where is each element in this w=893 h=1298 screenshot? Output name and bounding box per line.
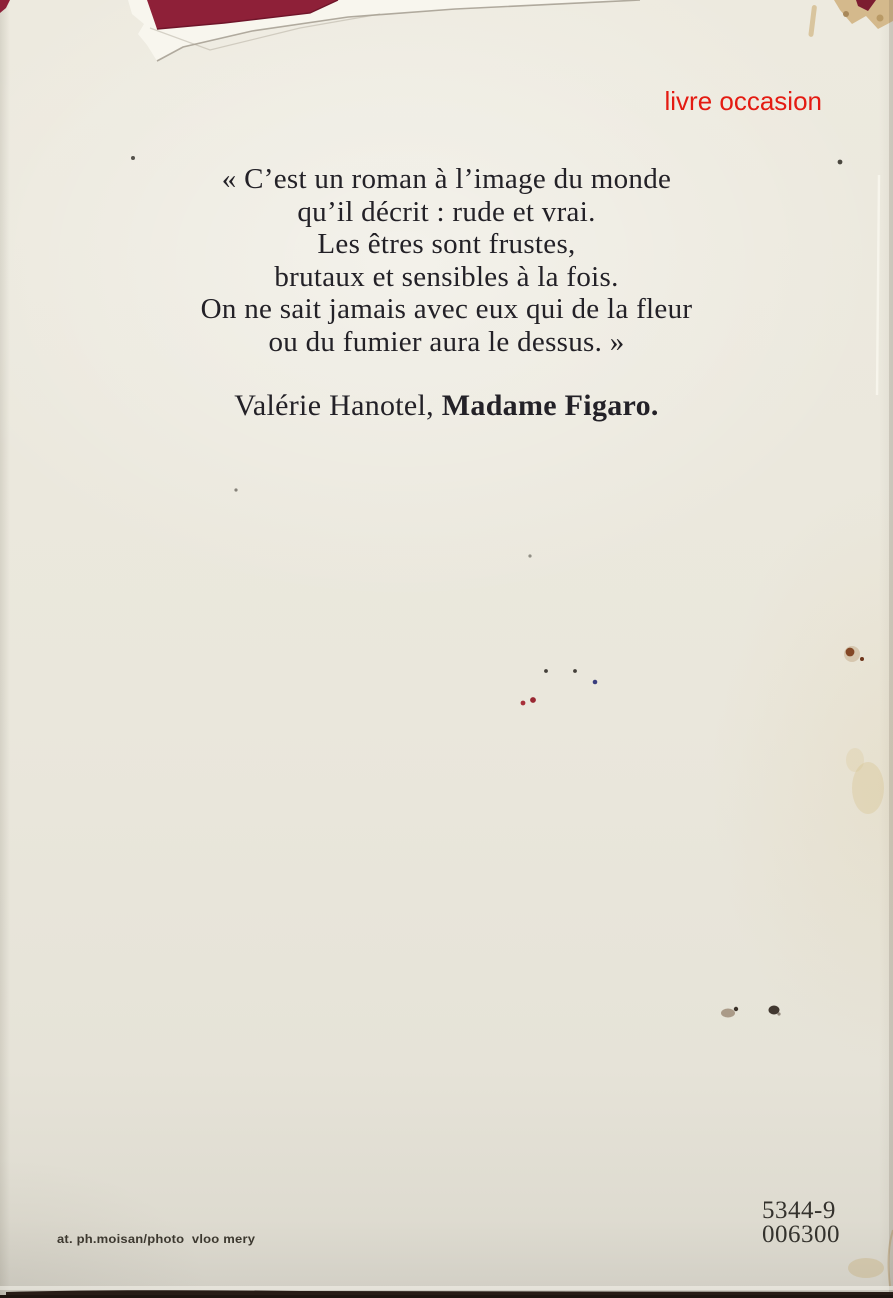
red-ink-speck [521, 701, 526, 706]
quote-line: « C’est un roman à l’image du monde [221, 163, 672, 195]
ink-speck [234, 488, 237, 491]
torn-corner-maroon-bit [856, 0, 876, 11]
torn-corner-speck [843, 11, 849, 17]
attribution-source: Madame Figaro. [441, 389, 659, 422]
corner-wear-edge [889, 1230, 893, 1286]
attribution-name: Valérie Hanotel, [234, 389, 442, 422]
red-ink-speck [530, 697, 536, 703]
ink-speck [131, 156, 135, 160]
quote-attribution [0, 389, 893, 423]
bottom-edge-highlight [0, 1286, 893, 1290]
corner-wear-stain [848, 1258, 884, 1278]
catalog-code-line2: 006300 [762, 1221, 840, 1248]
blue-ink-speck [593, 680, 598, 685]
torn-jacket-paper [128, 0, 640, 61]
catalog-codes [762, 1199, 840, 1247]
torn-corner-speck [877, 15, 884, 22]
ink-speck [573, 669, 577, 673]
torn-jacket-shadow-edge [157, 0, 640, 61]
book-cover-maroon-edge [157, 0, 338, 29]
bottom-board-edge [6, 1290, 893, 1298]
catalog-code-line1: 5344-9 [762, 1197, 836, 1224]
torn-corner-tan [834, 0, 893, 29]
smudge-dot [734, 1007, 738, 1011]
quote-line: On ne sait jamais avec eux qui de la fleur [200, 293, 693, 325]
smudge [721, 1009, 735, 1018]
smudge [769, 1006, 780, 1015]
rust-stain [846, 648, 855, 657]
review-quote [0, 163, 893, 358]
ink-speck [544, 669, 548, 673]
smudge-dot [777, 1012, 780, 1015]
quote-line: brutaux et sensibles à la fois. [274, 260, 619, 293]
cover-speck-top-left [0, 0, 10, 13]
yellow-stain [846, 748, 864, 772]
torn-jacket-crease [150, 14, 380, 50]
quote-line: qu’il décrit : rude et vrai. [297, 195, 596, 228]
seller-stamp-label: livre occasion [664, 86, 822, 116]
quote-line: ou du fumier aura le dessus. » [268, 325, 625, 358]
rust-stain-dot [860, 657, 864, 661]
rust-stain-halo [844, 646, 860, 662]
printer-credit: at. ph.moisan/photo vloo mery [57, 1231, 256, 1246]
yellow-stain [852, 762, 884, 814]
quote-line: Les êtres sont frustes, [317, 228, 576, 260]
ink-speck [528, 554, 531, 557]
book-cover-maroon [147, 0, 338, 29]
torn-corner-drip [808, 5, 817, 37]
